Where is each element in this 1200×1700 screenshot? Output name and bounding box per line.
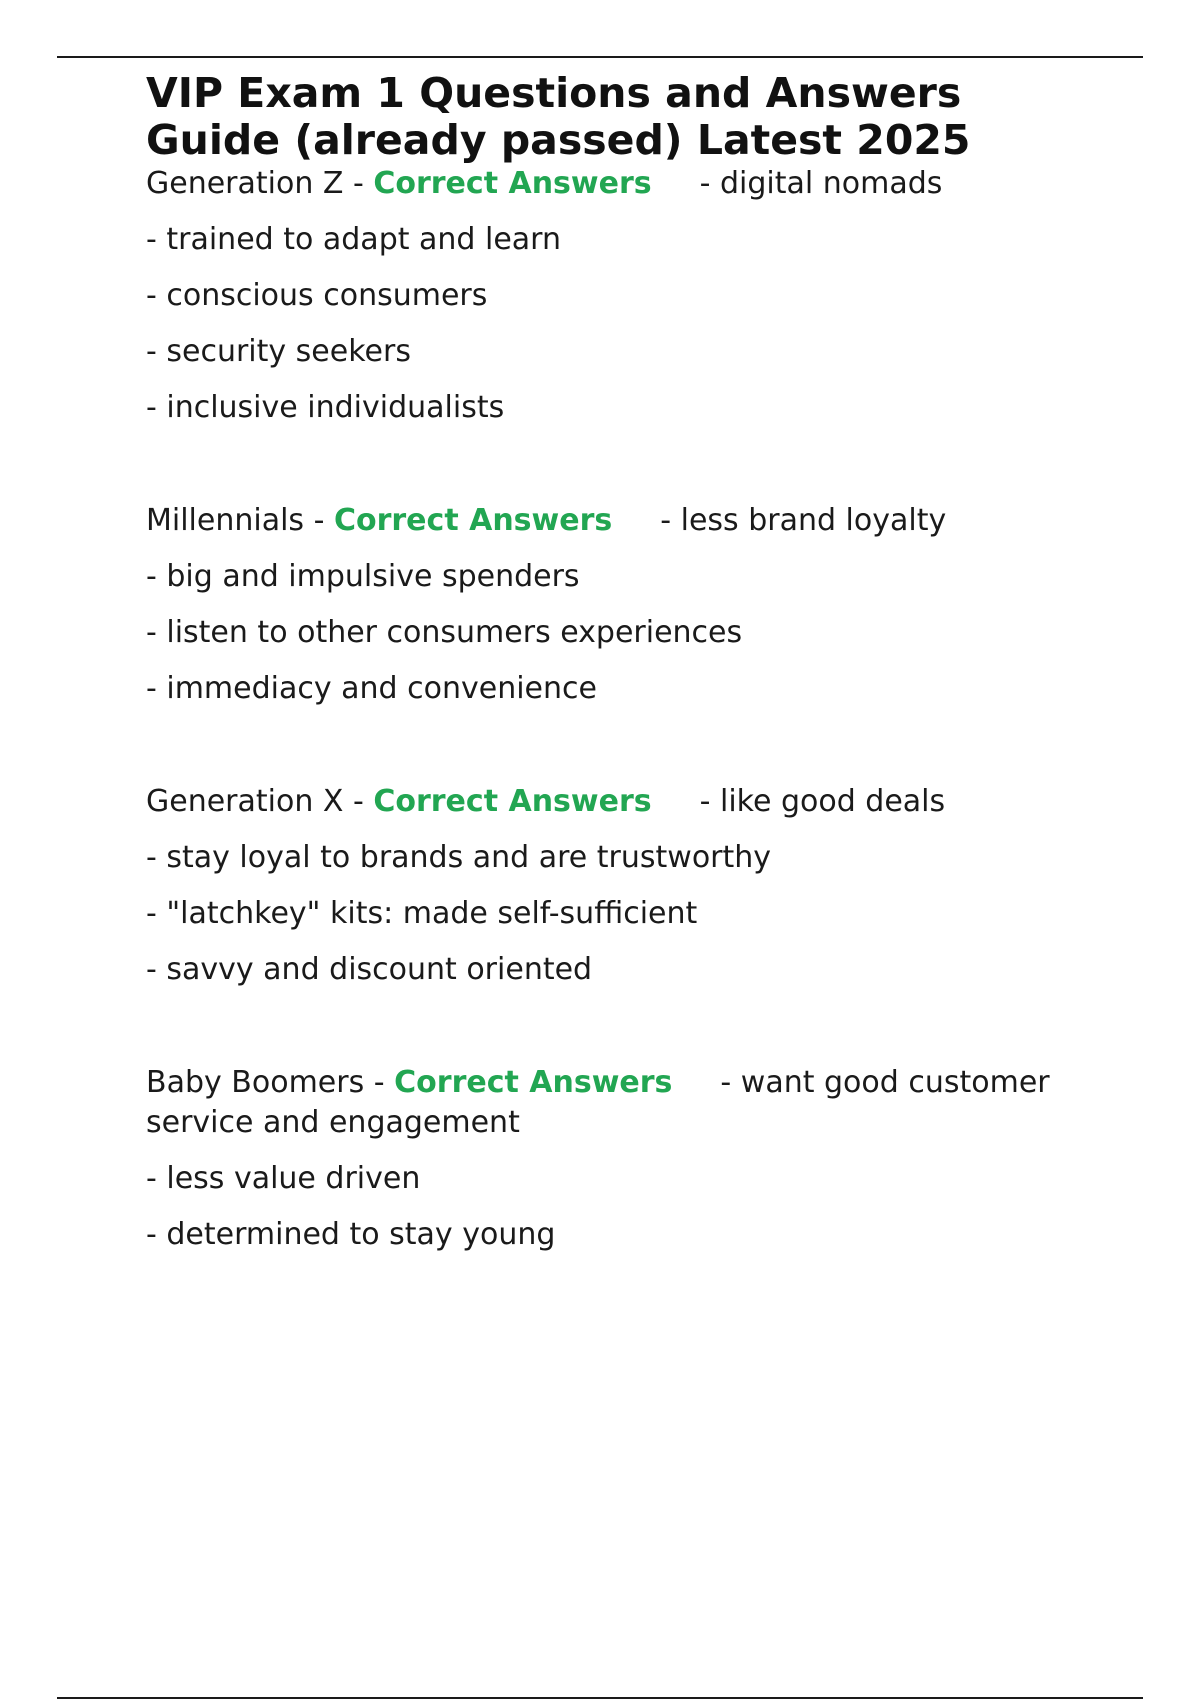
question-text: Generation X - xyxy=(146,784,374,819)
answer-line: - big and impulsive spenders xyxy=(146,559,580,594)
correct-answers-tag: Correct Answers xyxy=(373,784,652,819)
qa-block-millennials xyxy=(146,501,1096,709)
correct-answers-tag: Correct Answers xyxy=(373,166,652,201)
answer-line: - inclusive individualists xyxy=(146,390,505,425)
document-body xyxy=(146,70,1096,1255)
correct-answers-tag: Correct Answers xyxy=(394,1065,673,1100)
qa-block-generation-x xyxy=(146,782,1096,990)
footer-rule xyxy=(57,1697,1143,1699)
question-line xyxy=(146,164,1096,204)
first-answer: - less brand loyalty xyxy=(660,503,947,538)
answer-line: - listen to other consumers experiences xyxy=(146,615,743,650)
answer-line: - savvy and discount oriented xyxy=(146,952,593,987)
first-answer: - like good deals xyxy=(699,784,946,819)
answer-line: - security seekers xyxy=(146,334,411,369)
header-rule xyxy=(57,56,1143,58)
question-text: Baby Boomers - xyxy=(146,1065,395,1100)
answer-line: - stay loyal to brands and are trustworthy xyxy=(146,840,772,875)
question-text: Generation Z - xyxy=(146,166,374,201)
answer-line: - conscious consumers xyxy=(146,278,488,313)
first-answer: - digital nomads xyxy=(699,166,943,201)
question-line xyxy=(146,1063,1096,1143)
answer-line: - determined to stay young xyxy=(146,1217,556,1252)
correct-answers-tag: Correct Answers xyxy=(333,503,613,538)
question-text: Millennials - xyxy=(146,503,334,538)
answer-line: - trained to adapt and learn xyxy=(146,222,562,257)
document-title xyxy=(146,70,1096,164)
first-answer: - want good customer service and engagement xyxy=(146,1065,1050,1140)
title-line-2: Guide (already passed) Latest 2025 xyxy=(146,116,971,164)
answer-line: - less value driven xyxy=(146,1161,421,1196)
answer-line: - "latchkey" kits: made self-sufficient xyxy=(146,896,698,931)
answer-line: - immediacy and convenience xyxy=(146,671,597,706)
qa-block-baby-boomers xyxy=(146,1063,1096,1255)
question-line xyxy=(146,782,1096,822)
qa-block-generation-z xyxy=(146,164,1096,428)
question-line xyxy=(146,501,1096,541)
title-line-1: VIP Exam 1 Questions and Answers xyxy=(146,69,962,117)
